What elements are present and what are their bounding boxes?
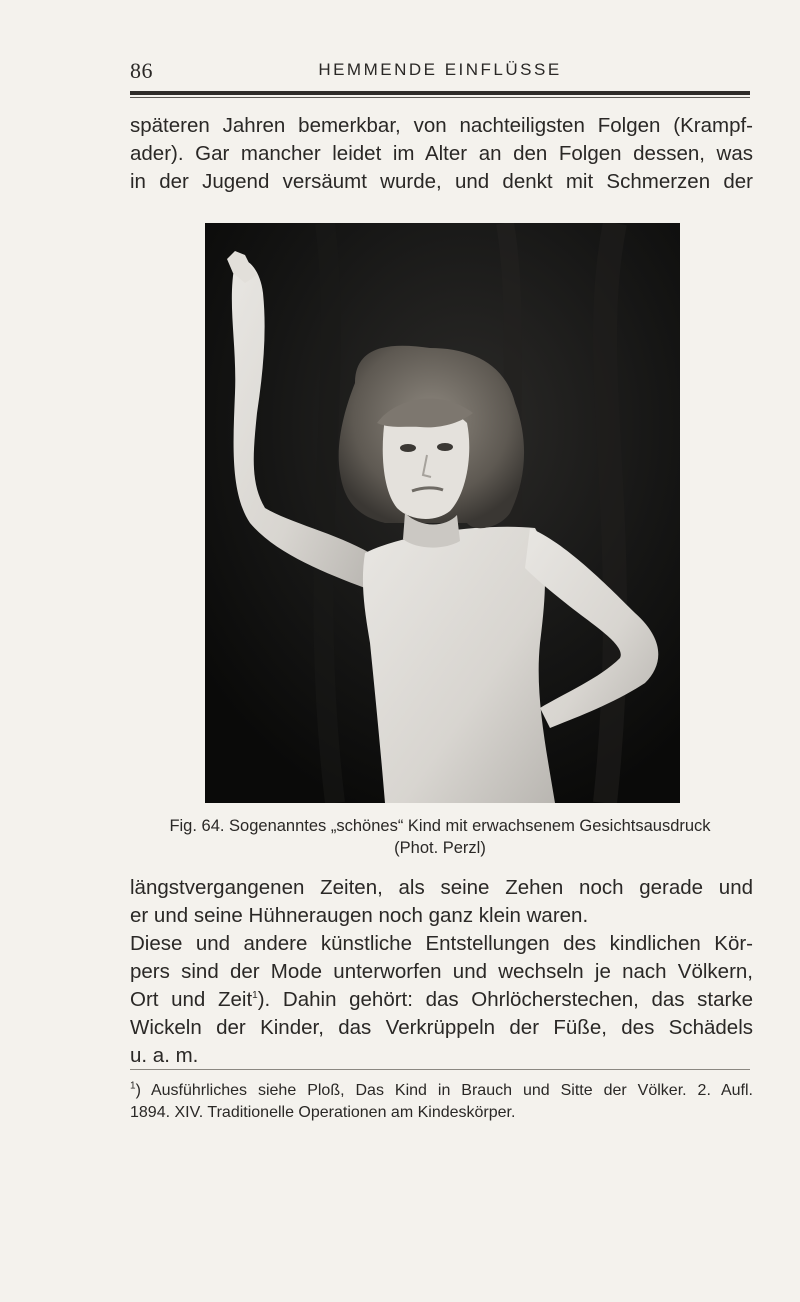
page-number: 86: [130, 58, 153, 83]
figure-photograph: [205, 223, 680, 803]
footnote-text: ) Ausführliches siehe Ploß, Das Kind in Brauch und Sitte der Völker. 2. Aufl.: [135, 1082, 753, 1099]
text-line: späteren Jahren bemerkbar, von nachteiligsten Folgen (Krampf-: [130, 114, 753, 137]
paragraph-bottom: [130, 874, 753, 1070]
child-portrait-photo: [205, 223, 680, 803]
footnote: [130, 1080, 753, 1124]
text-line: ader). Gar mancher leidet im Alter an den Folgen dessen, was: [130, 142, 753, 165]
footnote-line: 1894. XIV. Traditionelle Operationen am Kindeskörper.: [130, 1104, 516, 1121]
text-line: Diese und andere künstliche Entstellungen des kindlichen Kör-: [130, 932, 753, 955]
photo-credit: (Phot. Perzl): [394, 839, 486, 857]
footnote-marker: 1: [130, 1080, 136, 1092]
running-title: HEMMENDE EINFLÜSSE: [318, 60, 562, 79]
caption-line: Fig. 64. Sogenanntes „schönes“ Kind mit erwachsenem Gesichtsausdruck: [169, 817, 711, 835]
text-line: er und seine Hühneraugen noch ganz klein waren.: [130, 904, 589, 927]
figure-caption: [130, 815, 750, 859]
text-line: längstvergangenen Zeiten, als seine Zehen noch gerade und: [130, 876, 753, 899]
footnote-reference: 1: [252, 990, 258, 1002]
header-rule-thin: [130, 97, 750, 98]
text-line-with-footnote: [130, 986, 753, 1014]
footnote-line: [130, 1080, 753, 1102]
text-fragment: Zeit: [217, 988, 253, 1011]
text-fragment: ). Dahin gehört: das Ohrlöcherstechen, das starke: [257, 988, 754, 1011]
text-line: u. a. m.: [130, 1044, 199, 1067]
text-fragment: Ort und: [130, 988, 218, 1011]
header-rule-thick: [130, 91, 750, 95]
text-line: Wickeln der Kinder, das Verkrüppeln der Füße, des Schädels: [130, 1016, 753, 1039]
footnote-rule: [130, 1069, 750, 1070]
paragraph-top: [130, 112, 753, 196]
text-line: pers sind der Mode unterworfen und wechseln je nach Völkern,: [130, 960, 753, 983]
text-line: in der Jugend versäumt wurde, und denkt mit Schmerzen der: [130, 170, 753, 193]
